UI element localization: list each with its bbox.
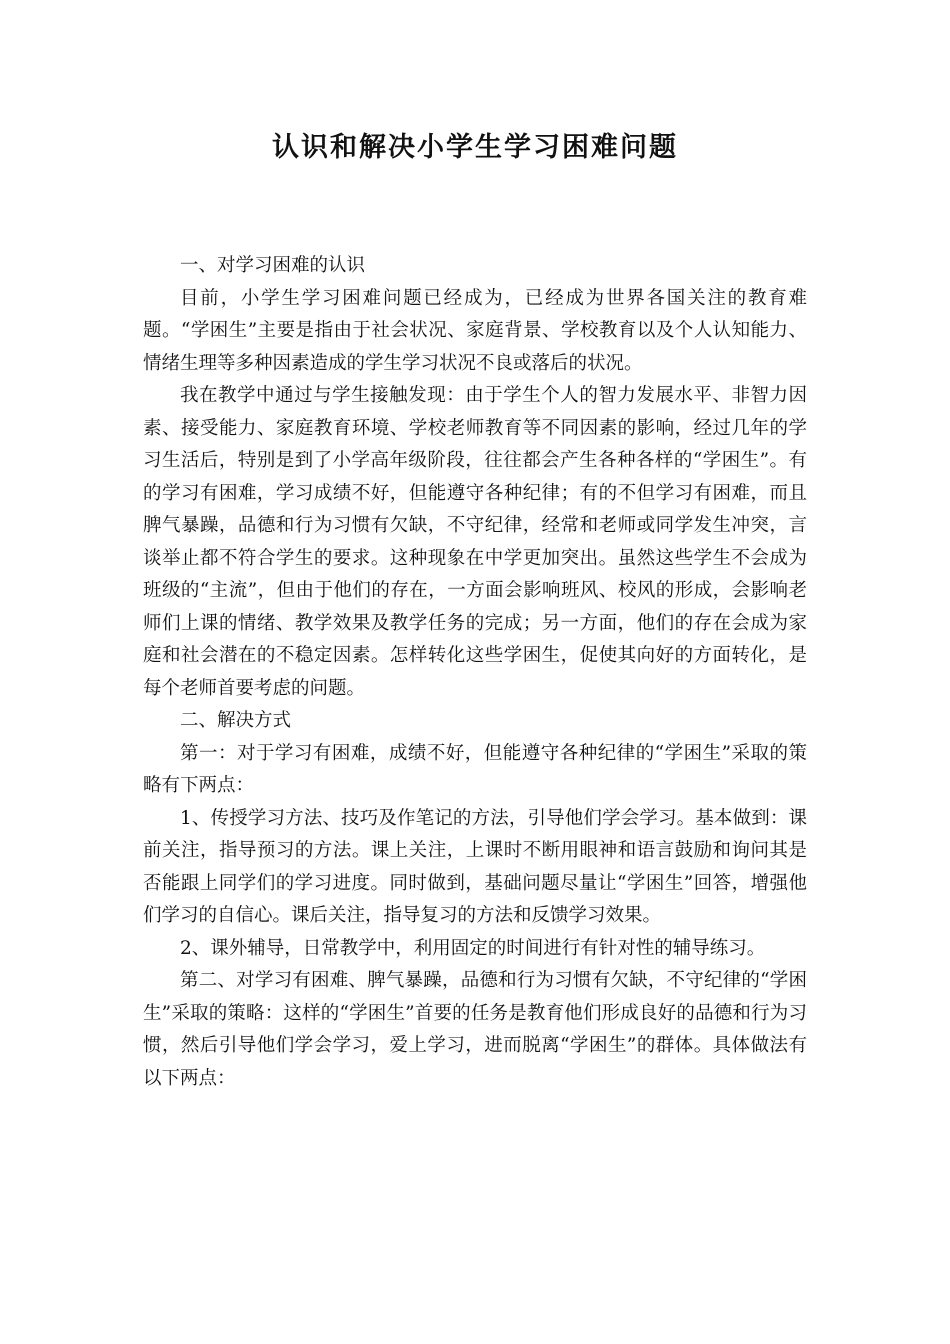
paragraph: 第一：对于学习有困难，成绩不好，但能遵守各种纪律的“学困生”采取的策略有下两点：	[143, 742, 807, 796]
paragraph: 目前，小学生学习困难问题已经成为，已经成为世界各国关注的教育难题。“学困生”主要是指由于社会状况、家庭背景、学校教育以及个人认知能力、情绪生理等多种因素造成的学生学习状况不良或落后的状况。	[143, 287, 807, 374]
document-body	[143, 250, 807, 1095]
section-heading-2: 二、解决方式	[180, 710, 292, 731]
paragraph: 第二、对学习有困难、脾气暴躁，品德和行为习惯有欠缺，不守纪律的“学困生”采取的策略：这样的“学困生”首要的任务是教育他们形成良好的品德和行为习惯，然后引导他们学会学习，爱上学习，进而脱离“学困生”的群体。具体做法有以下两点：	[143, 970, 807, 1089]
section-heading-1: 一、对学习困难的认识	[180, 255, 366, 276]
paragraph: 2、课外辅导，日常教学中，利用固定的时间进行有针对性的辅导练习。	[180, 937, 766, 959]
paragraph: 1、传授学习方法、技巧及作笔记的方法，引导他们学会学习。基本做到：课前关注，指导预习的方法。课上关注，上课时不断用眼神和语言鼓励和询问其是否能跟上同学们的学习进度。同时做到，基础问题尽量让“学困生”回答，增强他们学习的自信心。课后关注，指导复习的方法和反馈学习效果。	[143, 807, 807, 926]
paragraph: 我在教学中通过与学生接触发现：由于学生个人的智力发展水平、非智力因素、接受能力、家庭教育环境、学校老师教育等不同因素的影响，经过几年的学习生活后，特别是到了小学高年级阶段，往往都会产生各种各样的“学困生”。有的学习有困难，学习成绩不好，但能遵守各种纪律；有的不但学习有困难，而且脾气暴躁，品德和行为习惯有欠缺，不守纪律，经常和老师或同学发生冲突，言谈举止都不符合学生的要求。这种现象在中学更加突出。虽然这些学生不会成为班级的“主流”，但由于他们的存在，一方面会影响班风、校风的形成，会影响老师们上课的情绪、教学效果及教学任务的完成；另一方面，他们的存在会成为家庭和社会潜在的不稳定因素。怎样转化这些学困生，促使其向好的方面转化，是每个老师首要考虑的问题。	[143, 385, 807, 699]
page-title: 认识和解决小学生学习困难问题	[272, 132, 678, 163]
